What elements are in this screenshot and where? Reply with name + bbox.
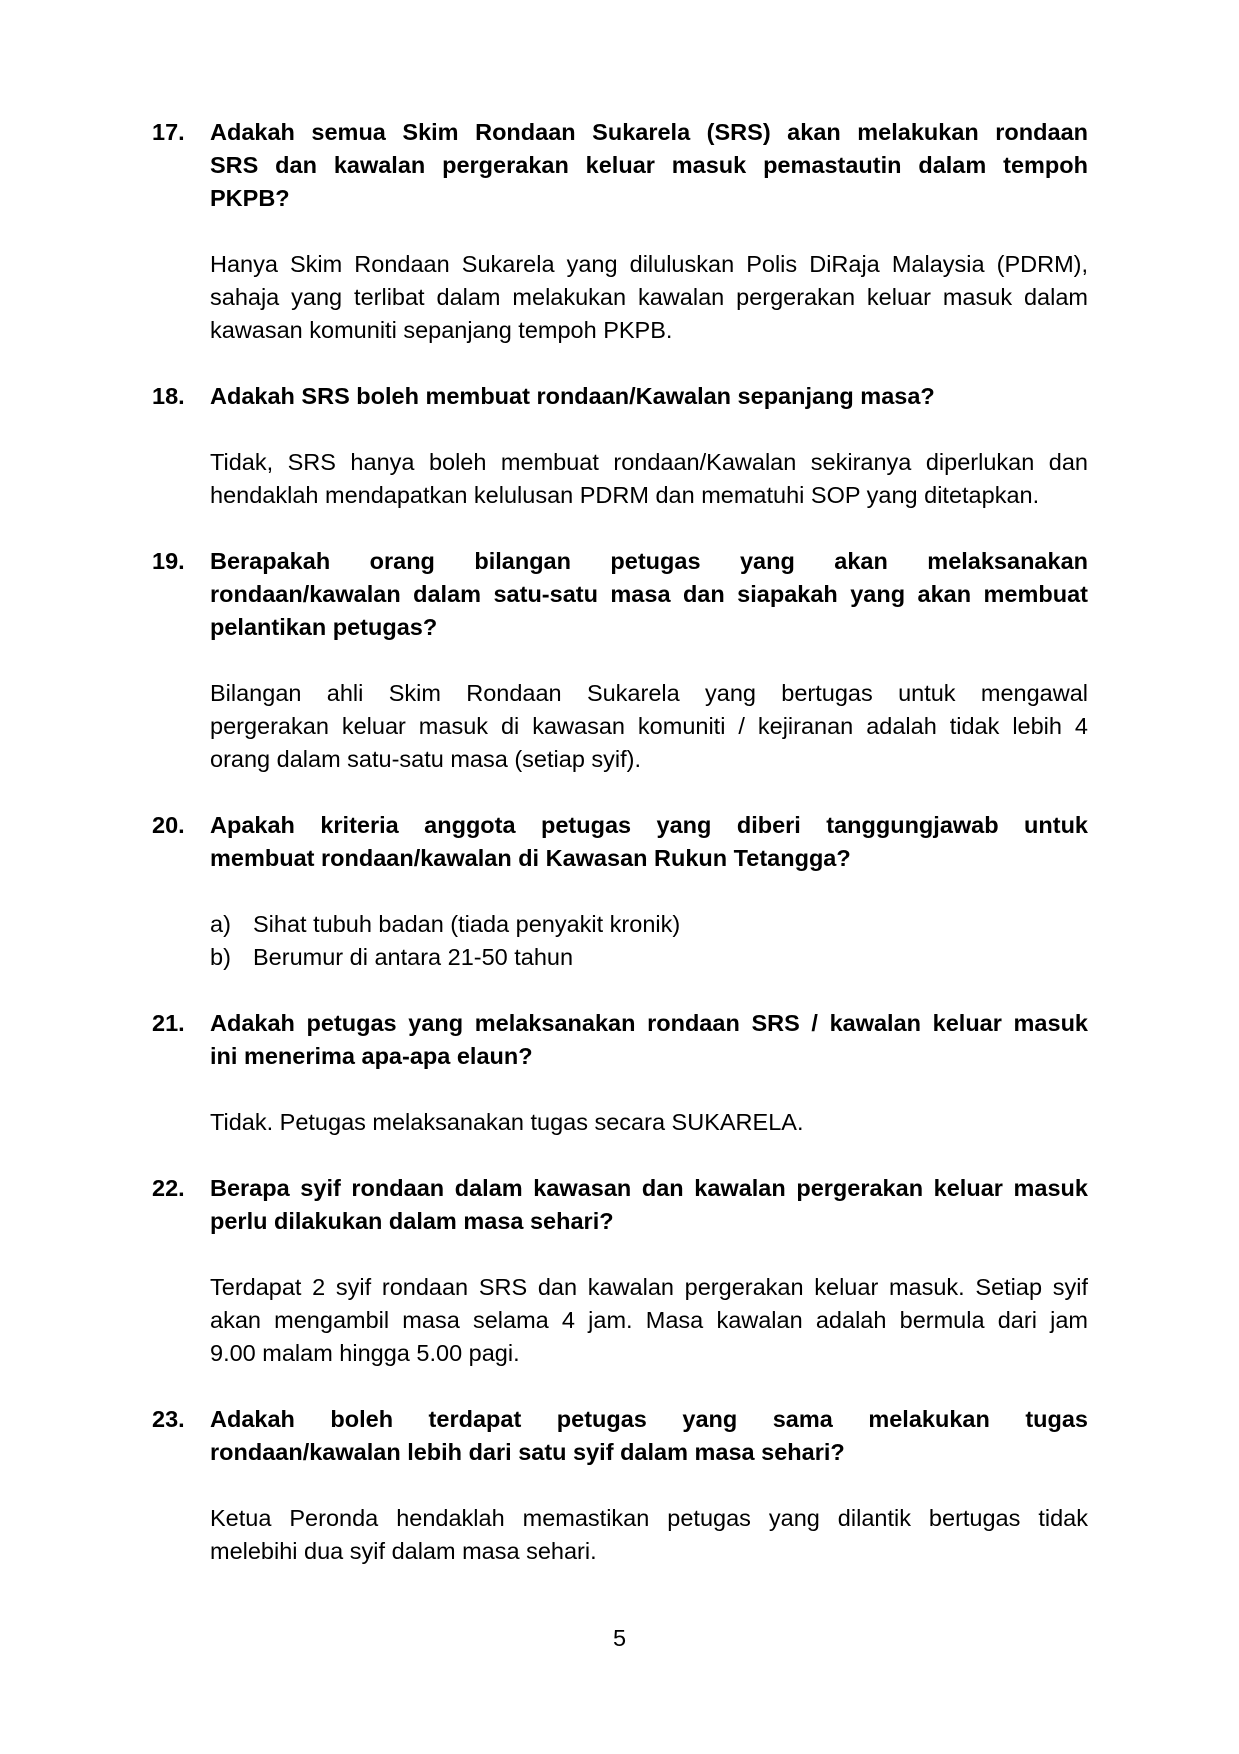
faq-item bbox=[152, 809, 1092, 974]
list-marker: b) bbox=[210, 944, 231, 970]
list-item-text: Berumur di antara 21-50 tahun bbox=[253, 944, 574, 970]
question-number: 18. bbox=[152, 383, 185, 409]
answer-line: Tidak, SRS hanya boleh membuat rondaan/Kawalan sekiranya diperlukan dan bbox=[210, 449, 1088, 475]
answer-text bbox=[210, 248, 1088, 347]
question-line: PKPB? bbox=[210, 185, 290, 211]
question-number: 19. bbox=[152, 548, 185, 574]
question-line: Adakah SRS boleh membuat rondaan/Kawalan sepanjang masa? bbox=[210, 383, 935, 409]
answer-line: Terdapat 2 syif rondaan SRS dan kawalan pergerakan keluar masuk. Setiap syif bbox=[210, 1274, 1088, 1300]
question-text bbox=[210, 809, 1088, 875]
answer-line: Tidak. Petugas melaksanakan tugas secara SUKARELA. bbox=[210, 1109, 804, 1135]
answer-line: 9.00 malam hingga 5.00 pagi. bbox=[210, 1340, 520, 1366]
faq-item bbox=[152, 1172, 1092, 1370]
question-number: 22. bbox=[152, 1175, 185, 1201]
question-text bbox=[210, 545, 1088, 644]
answer-text bbox=[210, 677, 1088, 776]
question-line: Berapa syif rondaan dalam kawasan dan kawalan pergerakan keluar masuk bbox=[210, 1175, 1088, 1201]
question-number: 23. bbox=[152, 1406, 185, 1432]
question-text bbox=[210, 116, 1088, 215]
answer-line: kawasan komuniti sepanjang tempoh PKPB. bbox=[210, 317, 673, 343]
answer-text bbox=[210, 1106, 1088, 1139]
question-number: 17. bbox=[152, 119, 185, 145]
question-line: ini menerima apa-apa elaun? bbox=[210, 1043, 533, 1069]
faq-item bbox=[152, 380, 1092, 512]
faq-list bbox=[152, 116, 1092, 1601]
answer-line: orang dalam satu-satu masa (setiap syif). bbox=[210, 746, 642, 772]
faq-item bbox=[152, 116, 1092, 347]
answer-line: Ketua Peronda hendaklah memastikan petugas yang dilantik bertugas tidak bbox=[210, 1505, 1088, 1531]
answer-text bbox=[210, 1271, 1088, 1370]
answer-line: Hanya Skim Rondaan Sukarela yang diluluskan Polis DiRaja Malaysia (PDRM), bbox=[210, 251, 1088, 277]
list-item-text: Sihat tubuh badan (tiada penyakit kronik) bbox=[253, 911, 681, 937]
answer-line: Bilangan ahli Skim Rondaan Sukarela yang bertugas untuk mengawal bbox=[210, 680, 1088, 706]
question-text bbox=[210, 380, 1088, 413]
question-number: 20. bbox=[152, 812, 185, 838]
question-text bbox=[210, 1007, 1088, 1073]
question-line: rondaan/kawalan lebih dari satu syif dalam masa sehari? bbox=[210, 1439, 845, 1465]
question-line: Apakah kriteria anggota petugas yang diberi tanggungjawab untuk bbox=[210, 812, 1088, 838]
question-line: membuat rondaan/kawalan di Kawasan Rukun Tetangga? bbox=[210, 845, 851, 871]
answer-line: hendaklah mendapatkan kelulusan PDRM dan mematuhi SOP yang ditetapkan. bbox=[210, 482, 1040, 508]
faq-item bbox=[152, 1403, 1092, 1568]
list-marker: a) bbox=[210, 911, 231, 937]
question-text bbox=[210, 1403, 1088, 1469]
faq-item bbox=[152, 1007, 1092, 1139]
faq-item bbox=[152, 545, 1092, 776]
answer-line: pergerakan keluar masuk di kawasan komuniti / kejiranan adalah tidak lebih 4 bbox=[210, 713, 1088, 739]
question-line: Adakah semua Skim Rondaan Sukarela (SRS) akan melakukan rondaan bbox=[210, 119, 1088, 145]
question-text bbox=[210, 1172, 1088, 1238]
question-line: Adakah petugas yang melaksanakan rondaan SRS / kawalan keluar masuk bbox=[210, 1010, 1088, 1036]
question-line: SRS dan kawalan pergerakan keluar masuk pemastautin dalam tempoh bbox=[210, 152, 1088, 178]
question-line: Adakah boleh terdapat petugas yang sama melakukan tugas bbox=[210, 1406, 1088, 1432]
answer-line: sahaja yang terlibat dalam melakukan kawalan pergerakan keluar masuk dalam bbox=[210, 284, 1088, 310]
question-number: 21. bbox=[152, 1010, 185, 1036]
criteria-list-item bbox=[210, 941, 1088, 974]
answer-line: melebihi dua syif dalam masa sehari. bbox=[210, 1538, 597, 1564]
page-number: 5 bbox=[612, 1625, 627, 1651]
criteria-list-item bbox=[210, 908, 1088, 941]
question-line: Berapakah orang bilangan petugas yang akan melaksanakan bbox=[210, 548, 1088, 574]
answer-text bbox=[210, 1502, 1088, 1568]
question-line: pelantikan petugas? bbox=[210, 614, 438, 640]
criteria-list bbox=[210, 908, 1088, 974]
answer-line: akan mengambil masa selama 4 jam. Masa kawalan adalah bermula dari jam bbox=[210, 1307, 1088, 1333]
answer-text bbox=[210, 446, 1088, 512]
question-line: rondaan/kawalan dalam satu-satu masa dan siapakah yang akan membuat bbox=[210, 581, 1088, 607]
question-line: perlu dilakukan dalam masa sehari? bbox=[210, 1208, 614, 1234]
